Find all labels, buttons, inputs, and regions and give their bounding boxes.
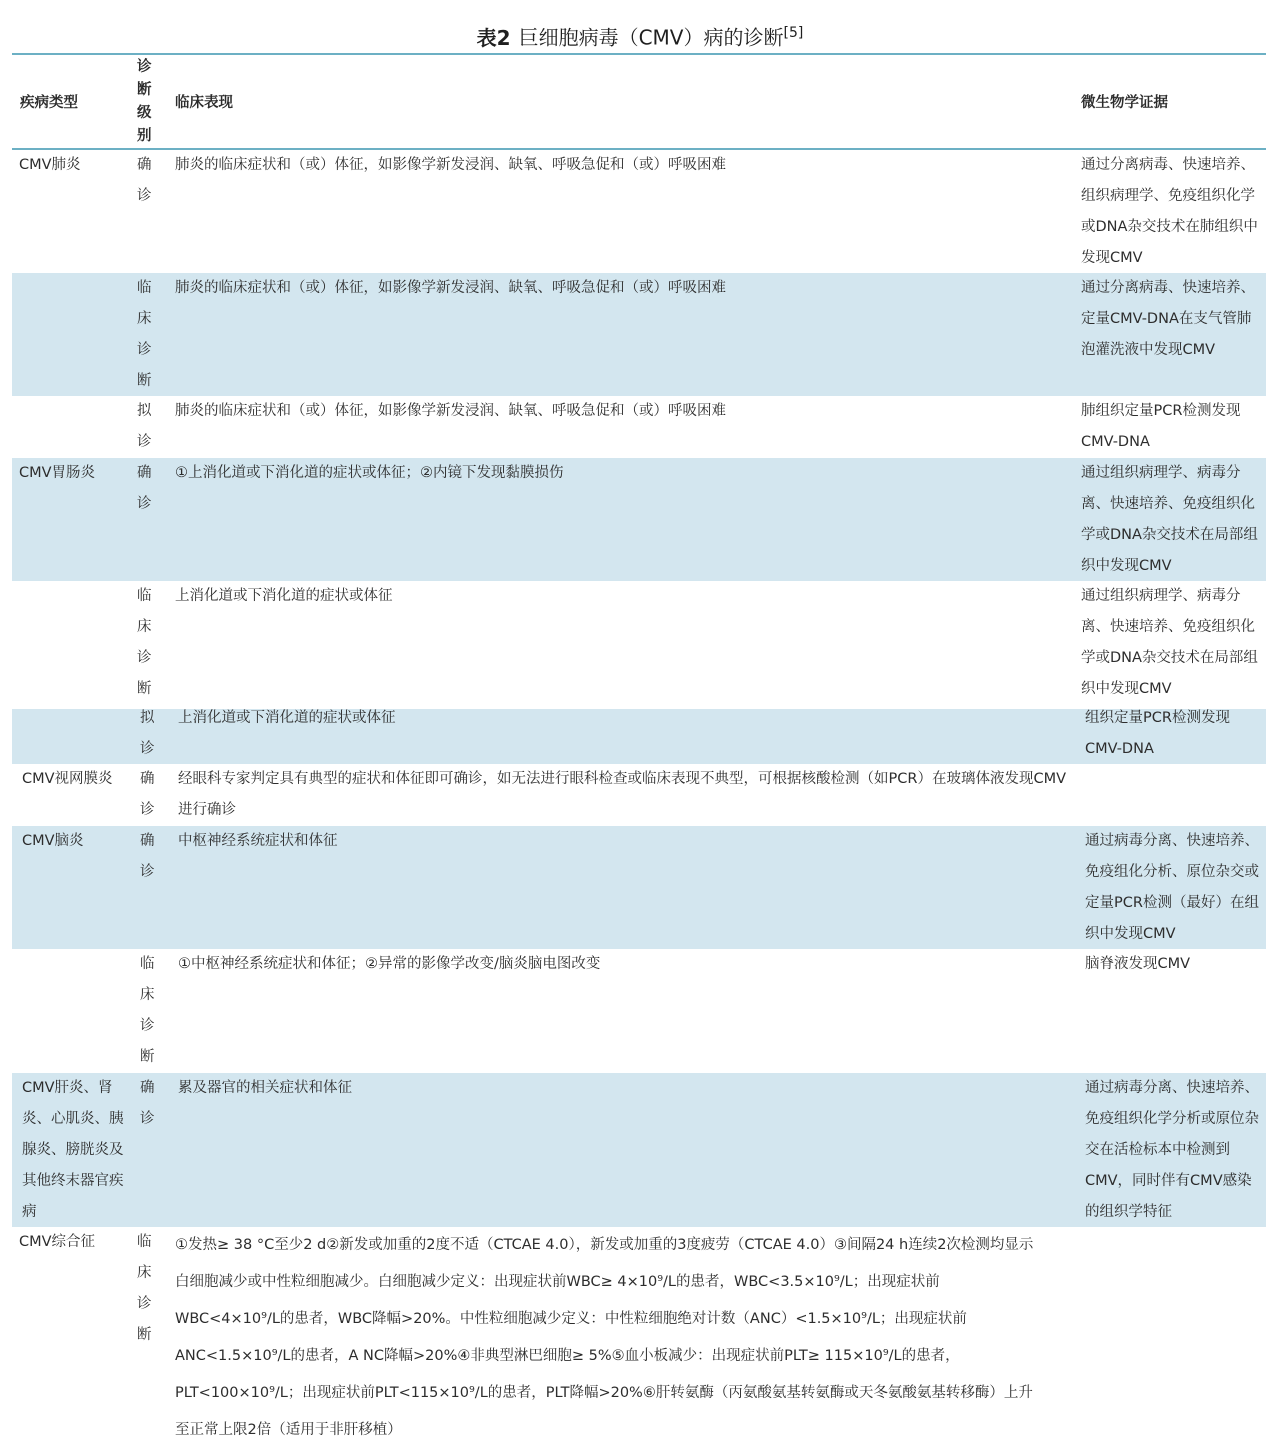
table-row (12, 826, 1266, 949)
level-cell: 临床诊断 (137, 1234, 152, 1343)
clinical-cell: 上消化道或下消化道的症状或体征 (178, 710, 396, 726)
clinical-cell: ①上消化道或下消化道的症状或体征；②内镜下发现黏膜损伤 (175, 465, 564, 481)
clinical-line: PLT<100×10⁹/L；出现症状前PLT<115×10⁹/L的患者，PLT降幅>20%⑥肝转氨酶（丙氨酸氨基转氨酶或天冬氨酸氨基转移酶）上升 (175, 1385, 1033, 1401)
clinical-cell: 肺炎的临床症状和（或）体征，如影像学新发浸润、缺氧、呼吸急促和（或）呼吸困难 (175, 157, 726, 173)
clinical-cell (175, 1227, 1075, 1449)
level-cell: 临床诊断 (137, 280, 152, 389)
table-row (12, 581, 1266, 709)
table-title (0, 16, 1280, 55)
level-cell: 确诊 (140, 771, 155, 818)
clinical-line: ANC<1.5×10⁹/L的患者，A NC降幅>20%④非典型淋巴细胞≥ 5%⑤血小板减少：出现症状前PLT≥ 115×10⁹/L的患者， (175, 1348, 960, 1364)
evidence-cell: 通过病毒分离、快速培养、免疫组化分析、原位杂交或定量PCR检测（最好）在组织中发现CMV (1085, 833, 1259, 942)
clinical-cell: ①中枢神经系统症状和体征；②异常的影像学改变/脑炎脑电图改变 (178, 956, 601, 972)
table-row (12, 458, 1266, 581)
table-row (12, 709, 1266, 764)
disease-cell: CMV肺炎 (19, 157, 81, 173)
level-cell: 临床诊断 (137, 588, 152, 697)
level-cell: 拟诊 (140, 710, 155, 757)
evidence-cell: 通过组织病理学、病毒分离、快速培养、免疫组织化学或DNA杂交技术在局部组织中发现CMV (1081, 588, 1258, 697)
clinical-cell: 上消化道或下消化道的症状或体征 (175, 588, 393, 604)
table-row (12, 764, 1266, 826)
level-cell: 确诊 (140, 1080, 155, 1127)
clinical-line: 至正常上限2倍（适用于非肝移植） (175, 1422, 402, 1438)
header-clinical-manifestation: 临床表现 (175, 95, 233, 111)
evidence-cell: 肺组织定量PCR检测发现CMV-DNA (1081, 403, 1241, 450)
header-disease-type: 疾病类型 (20, 95, 78, 111)
table-row (12, 1073, 1266, 1227)
header-diagnosis-level: 诊断级别 (137, 58, 152, 144)
evidence-cell: 通过病毒分离、快速培养、免疫组织化学分析或原位杂交在活检标本中检测到CMV，同时伴有CMV感染的组织学特征 (1085, 1080, 1259, 1220)
disease-cell: CMV脑炎 (22, 833, 84, 849)
reference-marker: [5] (783, 25, 804, 41)
clinical-cell: 累及器官的相关症状和体征 (178, 1080, 352, 1096)
table-number: 表2 (476, 25, 511, 50)
header-microbiological-evidence: 微生物学证据 (1081, 95, 1168, 111)
disease-cell: CMV视网膜炎 (22, 771, 113, 787)
clinical-cell: 中枢神经系统症状和体征 (178, 833, 338, 849)
clinical-cell: 经眼科专家判定具有典型的症状和体征即可确诊，如无法进行眼科检查或临床表现不典型，可根据核酸检测（如PCR）在玻璃体液发现CMV进行确诊 (178, 771, 1066, 818)
clinical-line: WBC<4×10⁹/L的患者，WBC降幅>20%。中性粒细胞减少定义：中性粒细胞绝对计数（ANC）<1.5×10⁹/L；出现症状前 (175, 1311, 967, 1327)
level-cell: 确诊 (137, 465, 152, 512)
table-row (12, 396, 1266, 458)
table-row (12, 949, 1266, 1073)
evidence-cell: 通过分离病毒、快速培养、组织病理学、免疫组织化学或DNA杂交技术在肺组织中发现CMV (1081, 157, 1258, 266)
level-cell: 确诊 (137, 157, 152, 204)
clinical-line: ①发热≥ 38 °C至少2 d②新发或加重的2度不适（CTCAE 4.0），新发或加重的3度疲劳（CTCAE 4.0）③间隔24 h连续2次检测均显示 (175, 1237, 1034, 1253)
level-cell: 临床诊断 (140, 956, 155, 1065)
table-header (12, 55, 1266, 148)
evidence-cell: 通过组织病理学、病毒分离、快速培养、免疫组织化学或DNA杂交技术在局部组织中发现CMV (1081, 465, 1258, 574)
clinical-cell: 肺炎的临床症状和（或）体征，如影像学新发浸润、缺氧、呼吸急促和（或）呼吸困难 (175, 403, 726, 419)
table-caption: 巨细胞病毒（CMV）病的诊断 (518, 25, 784, 50)
table-row (12, 150, 1266, 273)
disease-cell: CMV综合征 (19, 1234, 96, 1250)
clinical-line: 白细胞减少或中性粒细胞减少。白细胞减少定义：出现症状前WBC≥ 4×10⁹/L的患者，WBC<3.5×10⁹/L；出现症状前 (175, 1274, 940, 1290)
evidence-cell: 通过分离病毒、快速培养、定量CMV-DNA在支气管肺泡灌洗液中发现CMV (1081, 280, 1255, 358)
table-row (12, 273, 1266, 396)
clinical-cell: 肺炎的临床症状和（或）体征，如影像学新发浸润、缺氧、呼吸急促和（或）呼吸困难 (175, 280, 726, 296)
disease-cell: CMV胃肠炎 (19, 465, 96, 481)
evidence-cell: 组织定量PCR检测发现CMV-DNA (1085, 710, 1230, 757)
evidence-cell: 脑脊液发现CMV (1085, 956, 1191, 972)
table-row (12, 1227, 1266, 1438)
disease-cell: CMV肝炎、肾炎、心肌炎、胰腺炎、膀胱炎及其他终末器官疾病 (22, 1080, 124, 1220)
level-cell: 拟诊 (137, 403, 152, 450)
level-cell: 确诊 (140, 833, 155, 880)
